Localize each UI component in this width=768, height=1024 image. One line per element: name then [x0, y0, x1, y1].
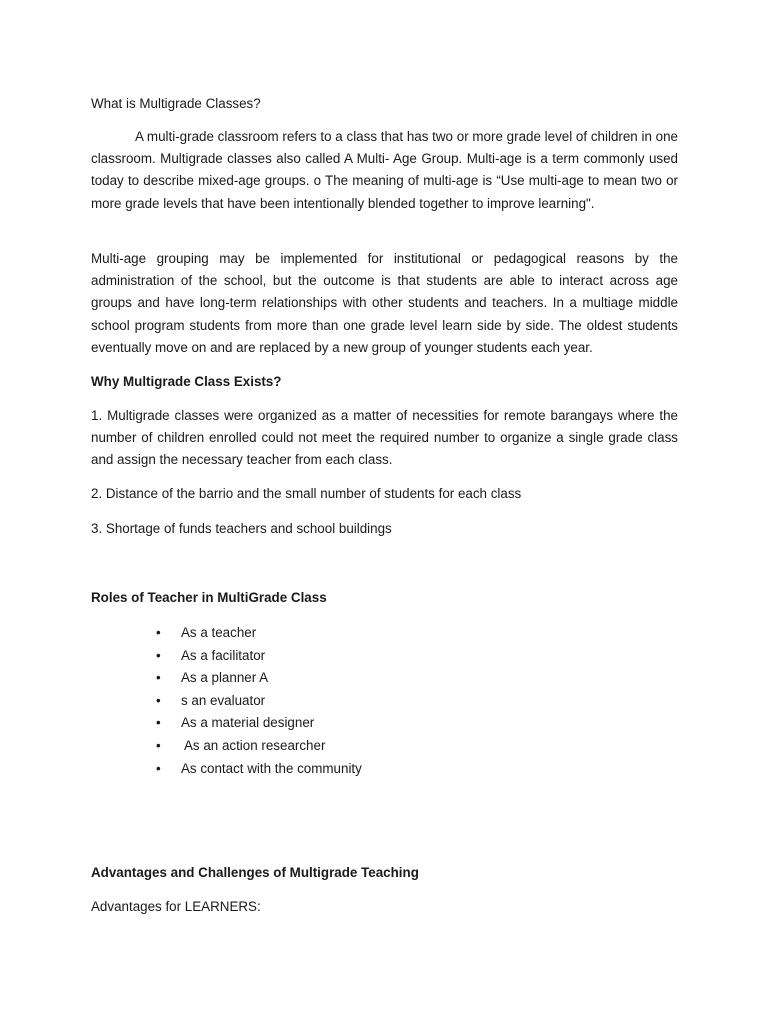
paragraph-definition: A multi-grade classroom refers to a class that has two or more grade level of children in one classroom. Multigrade classes also called A Multi- Age Group. Multi-age is a term commonly used today to describe mixed-age groups. o The meaning of multi-age is “Use multi-age to mean two or more grade levels that have been intentionally blended together to improve learning". — [91, 129, 678, 211]
heading-why-multigrade: Why Multigrade Class Exists? — [91, 374, 282, 389]
bullet-icon: • — [156, 737, 161, 753]
list-item — [91, 645, 678, 668]
role-label: As a material designer — [181, 715, 315, 731]
reason-3: 3. Shortage of funds teachers and school buildings — [91, 521, 392, 536]
list-item — [91, 667, 678, 690]
role-label: As a teacher — [181, 625, 257, 640]
bullet-icon: • — [156, 760, 161, 776]
paragraph-multi-age-grouping: Multi-age grouping may be implemented for institutional or pedagogical reasons by the administration of the school, but the outcome is that students are able to interact across age groups and have long-term relationships with other students and teachers. In a multiage middle school program students from more than one grade level learn side by side. The oldest students eventually move on and are replaced by a new group of younger students each year. — [91, 251, 678, 355]
list-item — [91, 735, 678, 758]
list-item — [91, 712, 678, 735]
role-label: As a planner A — [181, 670, 269, 686]
bullet-icon: • — [156, 692, 161, 708]
list-item — [91, 690, 678, 713]
role-label: As a facilitator — [181, 647, 266, 663]
bullet-icon: • — [156, 647, 161, 663]
roles-list — [91, 622, 678, 780]
bullet-icon: • — [156, 625, 161, 640]
advantages-for-learners: Advantages for LEARNERS: — [91, 899, 261, 914]
reason-2: 2. Distance of the barrio and the small number of students for each class — [91, 486, 522, 501]
list-item — [91, 758, 678, 781]
heading-what-is-multigrade: What is Multigrade Classes? — [91, 96, 261, 111]
reason-1: 1. Multigrade classes were organized as a matter of necessities for remote barangays where the number of children enrolled could not meet the required number to organize a single grade class and assign the necessary teacher from each class. — [91, 408, 678, 468]
bullet-icon: • — [156, 715, 161, 731]
role-label: As contact with the community — [181, 760, 362, 776]
role-label: As an action researcher — [181, 737, 326, 753]
heading-roles-of-teacher: Roles of Teacher in MultiGrade Class — [91, 590, 327, 605]
list-item — [91, 622, 678, 645]
role-label: s an evaluator — [181, 692, 266, 708]
heading-advantages-challenges: Advantages and Challenges of Multigrade Teaching — [91, 865, 419, 880]
bullet-icon: • — [156, 670, 161, 686]
